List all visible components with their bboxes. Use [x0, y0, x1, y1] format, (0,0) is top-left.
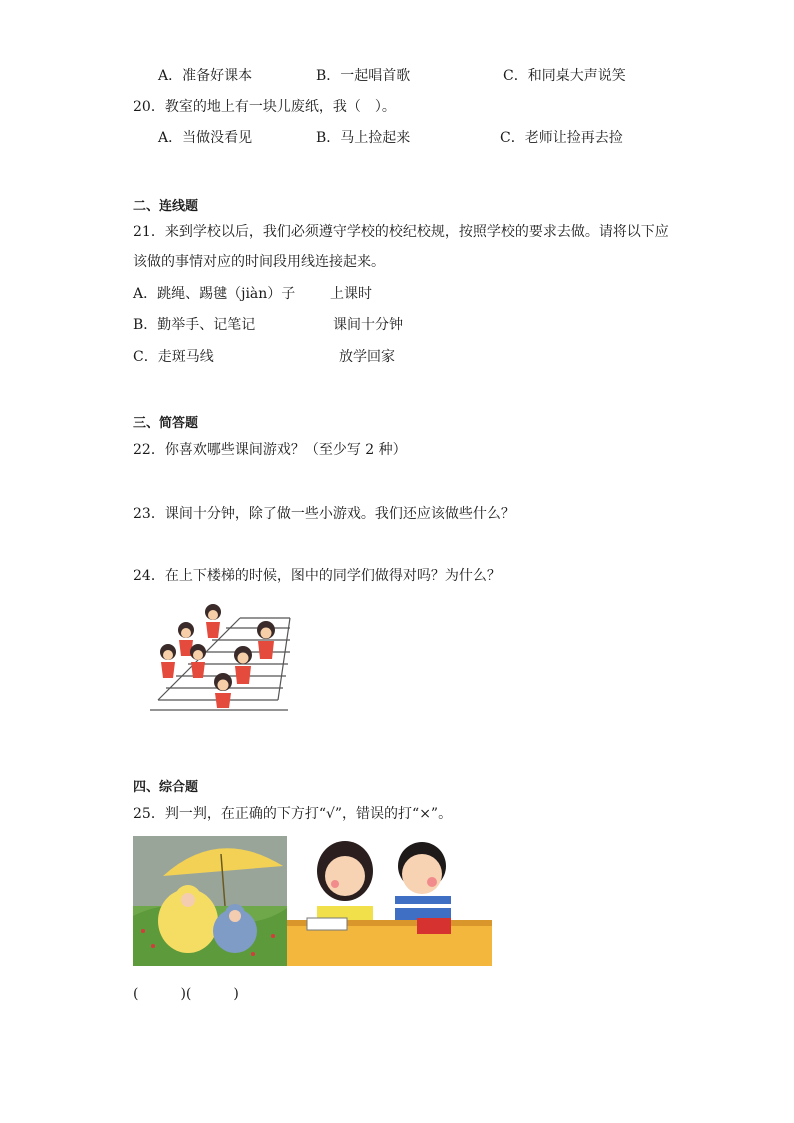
q20-option-b: B．马上捡起来 — [316, 130, 411, 146]
classroom-talking-illustration — [287, 836, 492, 966]
q19-option-a: A．准备好课本 — [158, 68, 253, 84]
q24-text: 24．在上下楼梯的时候，图中的同学们做得对吗？为什么？ — [133, 568, 501, 584]
q20-option-c: C．老师让捡再去捡 — [500, 130, 623, 146]
q20-stem: 20．教室的地上有一块儿废纸，我（ ）。 — [133, 99, 396, 115]
q20-option-a: A．当做没看见 — [158, 130, 253, 146]
stairs-illustration — [148, 600, 293, 715]
match-left-c: C．走斑马线 — [133, 349, 214, 365]
q21-text-line2: 该做的事情对应的时间段用线连接起来。 — [133, 254, 385, 270]
section-3-title: 三、简答题 — [133, 416, 199, 431]
match-left-b: B．勤举手、记笔记 — [133, 317, 256, 333]
match-left-a: A．跳绳、踢毽（jiàn）子 — [133, 286, 296, 302]
section-2-title: 二、连线题 — [133, 199, 199, 214]
q23-text: 23．课间十分钟，除了做一些小游戏。我们还应该做些什么？ — [133, 506, 515, 522]
match-right-3: 放学回家 — [339, 349, 395, 365]
match-right-2: 课间十分钟 — [333, 317, 403, 333]
q19-option-c: C．和同桌大声说笑 — [503, 68, 626, 84]
q19-option-b: B．一起唱首歌 — [316, 68, 411, 84]
q22-text: 22．你喜欢哪些课间游戏？（至少写 2 种） — [133, 442, 407, 458]
match-right-1: 上课时 — [330, 286, 372, 302]
section-4-title: 四、综合题 — [133, 780, 199, 795]
rain-umbrella-illustration — [133, 836, 287, 966]
q25-answer-blanks[interactable]: ( )( ) — [133, 986, 239, 1002]
q21-text-line1: 21．来到学校以后，我们必须遵守学校的校纪校规，按照学校的要求去做。请将以下应 — [133, 224, 669, 240]
q25-text: 25．判一判，在正确的下方打“√”，错误的打“×”。 — [133, 806, 453, 822]
